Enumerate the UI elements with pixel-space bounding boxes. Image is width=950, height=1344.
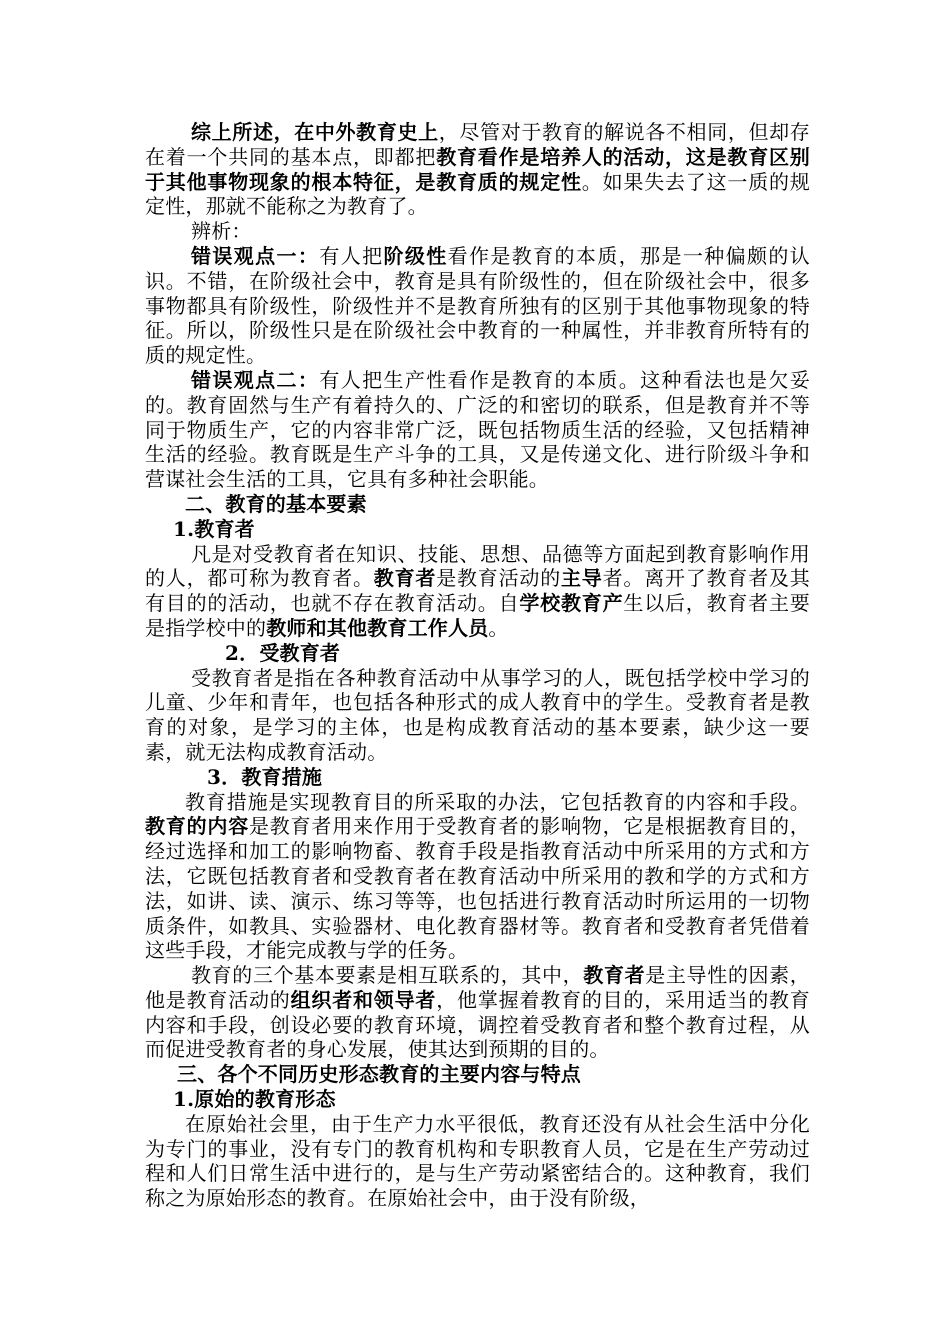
text-run: 是主导性的因素，他是教育活动的 (145, 963, 810, 1012)
bold-text-run: 教育的内容 (145, 814, 249, 839)
subheading-measures (145, 765, 810, 790)
bold-text-run: 错误观点二： (191, 367, 320, 392)
subheading-primitive (145, 1087, 810, 1112)
learner-paragraph (145, 666, 810, 765)
bold-text-run: 主导 (561, 566, 603, 591)
text-run: 有人把生产性看作是教育的本质。这种看法也是欠妥的。教育固然与生产有着持久的、广泛的和密切的联系，但是教育并不等同于物质生产，它的内容非常广泛，既包括物质生活的经验，又包括精神生活的经验。教育既是生产斗争的工具，又是传递文化、进行阶级斗争和营谋社会生活的工具，它具有多种社会职能。 (145, 367, 810, 492)
bold-text-run: 错误观点一： (191, 243, 320, 268)
text-run: 辨析： (191, 219, 252, 244)
primitive-paragraph (145, 1112, 810, 1211)
bold-text-run: 教育看作是培养人的活动，这是教育区别于其他事物现象的根本特征，是教育质的规定性 (145, 144, 810, 194)
measures-paragraph (145, 790, 810, 964)
bold-text-run: 综上所述，在中外教育史上 (191, 120, 439, 144)
subheading-learner (145, 641, 810, 666)
text-run: 凡是对受教育者在知识、技能、思想、品德等方面起到教育影响作用的人，都可称为教育者。 (145, 541, 810, 591)
bold-text-run: 教师和其他教育工作人员 (266, 615, 489, 640)
bold-text-run: 阶级性 (383, 243, 448, 268)
text-run: 有人把 (319, 243, 384, 268)
summary-paragraph (145, 120, 810, 219)
bold-text-run: 教育者 (373, 566, 437, 591)
bold-text-run: 教育者 (583, 963, 646, 988)
bold-text-run: 1.教育者 (173, 516, 255, 541)
document-page (145, 120, 810, 1211)
text-run: 在原始社会里，由于生产力水平很低，教育还没有从社会生活中分化为专门的事业，没有专门的教育机构和专职教育人员，它是在生产劳动过程和人们日常生活中进行的，是与生产劳动紧密结合的。这种教育，我们称之为原始形态的教育。在原始社会中，由于没有阶级， (145, 1111, 810, 1211)
educator-paragraph (145, 542, 810, 641)
bold-text-run: 2．受教育者 (225, 640, 341, 665)
text-run: 。 (488, 615, 509, 640)
text-run: 是教育者用来作用于受教育者的影响物，它是根据教育目的，经过选择和加工的影响物畜、教育手段是指教育活动中所采用的方式和方法，它既包括教育者和受教育者在教育活动中所采用的教和学的方式和方法，如讲、读、演示、练习等等，也包括进行教育活动时所运用的一切物质条件，如教具、实验器材、电化教育器材等。教育者和受教育者凭借着这些手段，才能完成教与学的任务。 (145, 814, 810, 963)
wrong-view-2-paragraph (145, 368, 810, 492)
bold-text-run: 组织者和领导者 (290, 987, 437, 1012)
text-run: ，尽管对于教育的解说各不相同，但却存在着一个共同的基本点，即都把 (145, 120, 810, 169)
bold-text-run: 3．教育措施 (207, 764, 323, 789)
text-run: 受教育者是指在各种教育活动中从事学习的人，既包括学校中学习的儿童、少年和青年，也包括各种形式的成人教育中的学生。受教育者是教育的对象，是学习的主体，也是构成教育活动的基本要素，缺少这一要素，就无法构成教育活动。 (145, 665, 810, 764)
bold-text-run: 二、教育的基本要素 (185, 491, 367, 516)
text-run: 。如果失去了这一质的规定性，那就不能称之为教育了。 (145, 169, 810, 219)
section-heading-2 (145, 492, 810, 517)
subheading-educator (145, 517, 810, 542)
text-run: 教育的三个基本要素是相互联系的，其中， (191, 963, 584, 988)
text-run: 看作是教育的本质，那是一种偏颇的认识。不错，在阶级社会中，教育是具有阶级性的，但在阶级社会中，很多事物都具有阶级性，阶级性并不是教育所独有的区别于其他事物现象的特征。所以，阶级性只是在阶级社会中教育的一种属性，并非教育所特有的质的规定性。 (145, 243, 810, 368)
analysis-label (145, 219, 810, 244)
text-run: 生以后，教育者主要是指学校中的 (145, 591, 810, 640)
text-run: 是教育活动的 (436, 566, 561, 591)
bold-text-run: 1.原始的教育形态 (173, 1087, 336, 1112)
section-heading-3 (145, 1062, 810, 1087)
bold-text-run: 三、各个不同历史形态教育的主要内容与特点 (177, 1062, 581, 1087)
wrong-view-1-paragraph (145, 244, 810, 368)
elements-relation-paragraph (145, 963, 810, 1062)
text-run: ，他掌握着教育的目的，采用适当的教育内容和手段，创设必要的教育环境，调控着受教育者和整个教育过程，从而促进受教育者的身心发展，使其达到预期的目的。 (145, 987, 811, 1062)
bold-text-run: 学校教育产 (519, 591, 624, 616)
text-run: 者。离开了教育者及其有目的的活动，也就不存在教育活动。自 (145, 566, 811, 616)
text-run: 教育措施是实现教育目的所采取的办法，它包括教育的内容和手段。 (185, 789, 810, 814)
